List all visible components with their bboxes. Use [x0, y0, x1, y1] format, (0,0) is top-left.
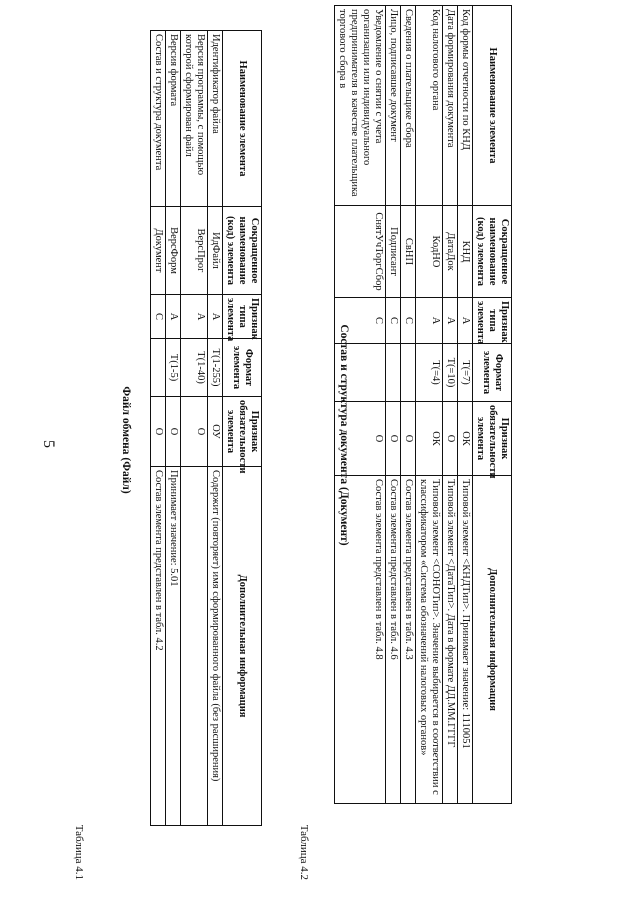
header-required: Признак обязательности элемента: [473, 402, 512, 476]
cell-name: Код формы отчетности по КНД: [458, 6, 473, 206]
cell-format: T(1-5): [166, 339, 181, 397]
cell-format: [335, 344, 386, 402]
cell-info: Типовой элемент <СОНОТип>. Значение выбирается в соответствии с классификатором «Система обозначений налоговых органов»: [416, 476, 443, 804]
cell-code: ВерсФорм: [166, 207, 181, 295]
cell-format: T(1-255): [208, 339, 223, 397]
table-row: [401, 6, 416, 804]
cell-format: T(=7): [458, 344, 473, 402]
table-row: [416, 6, 443, 804]
header-type: Признак типа элемента: [473, 298, 512, 344]
table-file-exchange: [150, 30, 262, 826]
cell-required: О: [401, 402, 416, 476]
cell-info: Состав элемента представлен в табл. 4.8: [335, 476, 386, 804]
cell-info: Состав элемента представлен в табл. 4.2: [151, 467, 166, 826]
cell-info: Типовой элемент <ДатаТип>. Дата в формате ДД.ММ.ГГГГ: [443, 476, 458, 804]
cell-required: О: [386, 402, 401, 476]
cell-info: Состав элемента представлен в табл. 4.3: [401, 476, 416, 804]
cell-type: С: [335, 298, 386, 344]
header-code: Сокращенное наименование (код) элемента: [473, 206, 512, 298]
cell-name: Код налогового органа: [416, 6, 443, 206]
table-row: [386, 6, 401, 804]
header-format: Формат элемента: [473, 344, 512, 402]
cell-required: О: [151, 397, 166, 467]
cell-info: [181, 467, 208, 826]
cell-type: А: [181, 295, 208, 339]
table-header-row: [223, 31, 262, 826]
cell-code: ИдФайл: [208, 207, 223, 295]
cell-required: ОУ: [208, 397, 223, 467]
cell-required: ОК: [458, 402, 473, 476]
page-number: 5: [40, 440, 57, 448]
cell-format: [151, 339, 166, 397]
header-required: Признак обязательности элемента: [223, 397, 262, 467]
header-format: Формат элемента: [223, 339, 262, 397]
cell-type: А: [458, 298, 473, 344]
cell-code: Документ: [151, 207, 166, 295]
cell-name: Версия программы, с помощью которой сформирован файл: [181, 31, 208, 207]
cell-format: T(=10): [443, 344, 458, 402]
cell-code: ВерсПрог: [181, 207, 208, 295]
cell-name: Уведомление о снятии с учета организации или индивидуального предпринимателя в качестве плательщика торгового сбора в: [335, 6, 386, 206]
table-document-structure: [334, 5, 512, 804]
cell-required: О: [166, 397, 181, 467]
cell-code: КодНО: [416, 206, 443, 298]
header-code: Сокращенное наименование (код) элемента: [223, 207, 262, 295]
cell-info: Типовой элемент <КНДТип>. Принимает значение: 1110051: [458, 476, 473, 804]
table-row: [335, 6, 386, 804]
cell-code: КНД: [458, 206, 473, 298]
cell-name: Лицо, подписавшее документ: [386, 6, 401, 206]
cell-type: С: [401, 298, 416, 344]
cell-code: Подписант: [386, 206, 401, 298]
cell-required: О: [335, 402, 386, 476]
cell-type: С: [151, 295, 166, 339]
header-info: Дополнительная информация: [473, 476, 512, 804]
cell-required: О: [443, 402, 458, 476]
cell-format: [386, 344, 401, 402]
table-row: [166, 31, 181, 826]
table-row: [458, 6, 473, 804]
cell-info: Состав элемента представлен в табл. 4.6: [386, 476, 401, 804]
cell-type: С: [386, 298, 401, 344]
header-name: Наименование элемента: [223, 31, 262, 207]
cell-code: СвНП: [401, 206, 416, 298]
header-type: Признак типа элемента: [223, 295, 262, 339]
header-info: Дополнительная информация: [223, 467, 262, 826]
cell-format: T(1-40): [181, 339, 208, 397]
cell-info: Содержит (повторяет) имя сформированного файла (без расширения): [208, 467, 223, 826]
table-row: [208, 31, 223, 826]
table-row: [181, 31, 208, 826]
table1-label: Таблица 4.1: [73, 824, 85, 880]
cell-name: Дата формирования документа: [443, 6, 458, 206]
table-row: [151, 31, 166, 826]
table2-title: Состав и структура документа (Документ): [338, 324, 350, 546]
cell-type: А: [166, 295, 181, 339]
cell-type: А: [416, 298, 443, 344]
cell-name: Состав и структура документа: [151, 31, 166, 207]
cell-name: Сведения о плательщике сбора: [401, 6, 416, 206]
cell-required: О: [181, 397, 208, 467]
table1-title: Файл обмена (Файл): [120, 386, 132, 494]
cell-type: А: [208, 295, 223, 339]
cell-required: ОК: [416, 402, 443, 476]
table2-label: Таблица 4.2: [298, 824, 310, 880]
table-header-row: [473, 6, 512, 804]
table-row: [443, 6, 458, 804]
cell-name: Идентификатор файла: [208, 31, 223, 207]
cell-type: А: [443, 298, 458, 344]
cell-code: ДатаДок: [443, 206, 458, 298]
cell-format: T(=4): [416, 344, 443, 402]
cell-info: Принимает значение: 5.01: [166, 467, 181, 826]
cell-format: [401, 344, 416, 402]
header-name: Наименование элемента: [473, 6, 512, 206]
cell-code: СнятУчТоргСбор: [335, 206, 386, 298]
cell-name: Версия формата: [166, 31, 181, 207]
